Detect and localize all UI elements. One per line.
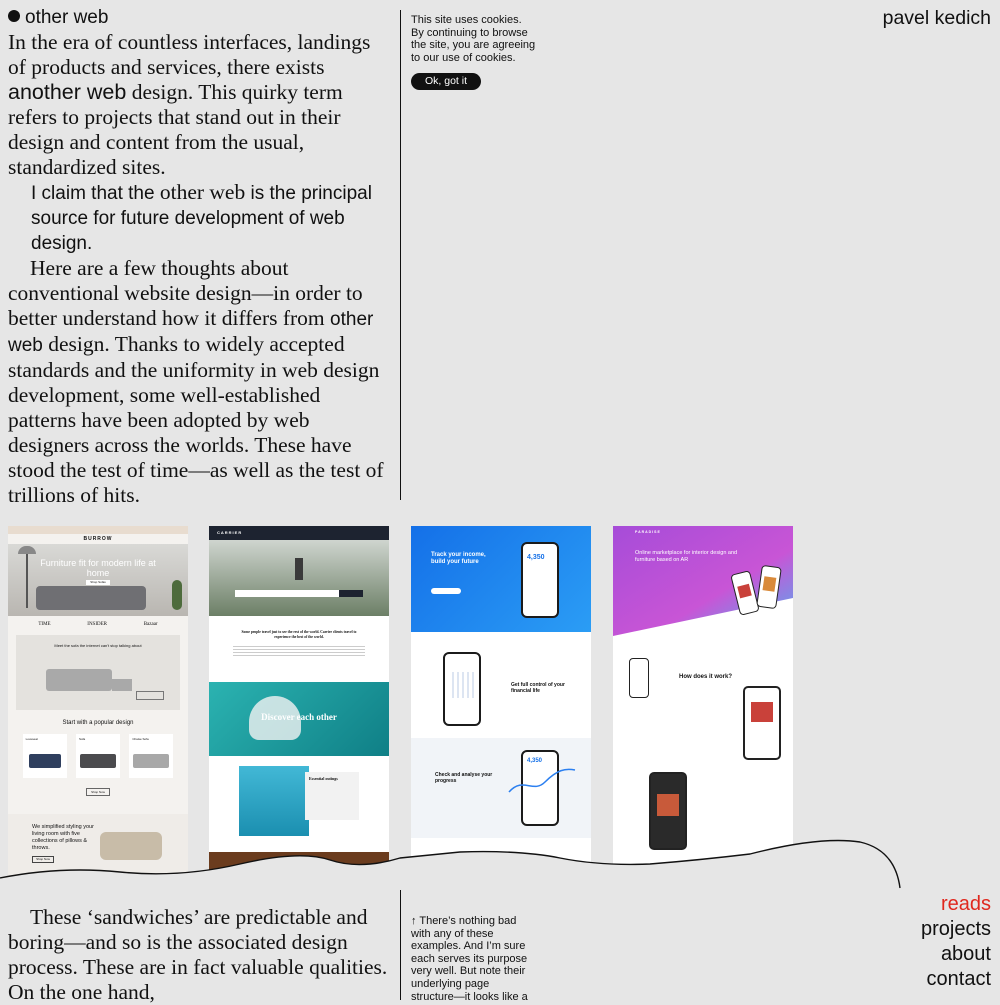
shot2-card: Essential outings (305, 772, 359, 820)
pull-quote: I claim that the other web is the principal source for future development of web design. (31, 180, 372, 254)
shot2-headline: Some people travel just to see the rest of the world. Carrier clients travel to experience the best of the world. (241, 630, 357, 639)
nav-contact[interactable]: contact (926, 968, 991, 990)
phone-image: 4,350 (521, 542, 559, 618)
shot1-hero-button: Shop Sofas (86, 580, 110, 585)
wave-divider (0, 820, 1000, 890)
shot3-hero: Track your income, build your future 4,350 (411, 526, 591, 632)
main-nav (921, 892, 991, 992)
paragraph-thoughts: Here are a few thoughts about conventional website design—in order to better understand how it differs from other web design. Thanks to widely accepted standards and the uniformity in web design development, some well-established patterns have been adopted by web designers across the worlds. These have stood the test of time—as well as the test of trillions of hits. (8, 256, 384, 507)
nav-projects[interactable]: projects (920, 918, 991, 940)
article-body (8, 5, 392, 508)
column-divider-top (400, 10, 401, 500)
phone-image-c (629, 658, 649, 698)
shot3-feature2: Check and analyse your progress 4,350 (411, 738, 591, 838)
paragraph-sandwiches: These ‘sandwiches’ are predictable and boring—and so is the associated design process. These are in fact valuable qualities. On the one hand, (8, 905, 388, 1004)
author-name[interactable]: pavel kedich (882, 7, 991, 29)
phone-image-d (743, 686, 781, 760)
shot4-hero-title: Online marketplace for interior design and furniture based on AR (635, 550, 738, 563)
phone-calendar-image (443, 652, 481, 726)
shot1-brand: BURROW (83, 536, 113, 542)
shot1-hero-title: Furniture fit for modern life at home (40, 558, 156, 578)
shot1-hero (8, 544, 188, 616)
paragraph-intro: In the era of countless interfaces, landings of products and services, there exists another web design. This quirky term refers to projects that stand out in their design and content from the usual, standardized sites. (8, 30, 371, 179)
cookie-text: This site uses cookies. By continuing to browse the site, you are agreeing to our use of cookies. (411, 14, 536, 65)
shot1-bottom: We simplified styling your living room with five collections of pillows & throws. Shop Now (8, 814, 188, 876)
phone-chart-image: 4,350 (521, 750, 559, 826)
shot2-brand: CARRIER (209, 526, 389, 540)
side-note: ↑ There’s nothing bad with any of these examples. And I’m sure each serves its purpose very well. But note their underlying page structure—it looks like a (411, 915, 528, 1003)
sectional-image (46, 669, 112, 691)
sofa-image (36, 586, 146, 610)
shot1-cta: Shop Now (86, 788, 110, 796)
shot2-banner: Discover each other (209, 682, 389, 756)
person-image (295, 558, 303, 580)
shot1-section-title: Start with a popular design (62, 720, 134, 726)
lamp-image (18, 546, 36, 554)
shot4-brand: PARADISE (635, 530, 661, 534)
bullet-icon (8, 10, 20, 22)
shot2-hero (209, 540, 389, 616)
chart-line-image (507, 766, 577, 796)
shot1-press: TIME INSIDER Bazaar (38, 622, 158, 627)
shot1-promo: Meet the sofa the internet can't stop talking about (16, 635, 180, 710)
nav-about[interactable]: about (940, 943, 991, 965)
shot4-how: How does it work? (679, 674, 733, 680)
cookie-accept-button[interactable]: Ok, got it (411, 73, 481, 90)
nav-reads[interactable]: reads (940, 893, 991, 915)
shot3-feature1: Get full control of your financial life (411, 632, 591, 738)
cookie-notice (411, 14, 536, 90)
shot1-cards: Loveseat Sofa Chaise Sofa (8, 726, 188, 778)
article-kicker: other web (8, 5, 392, 30)
